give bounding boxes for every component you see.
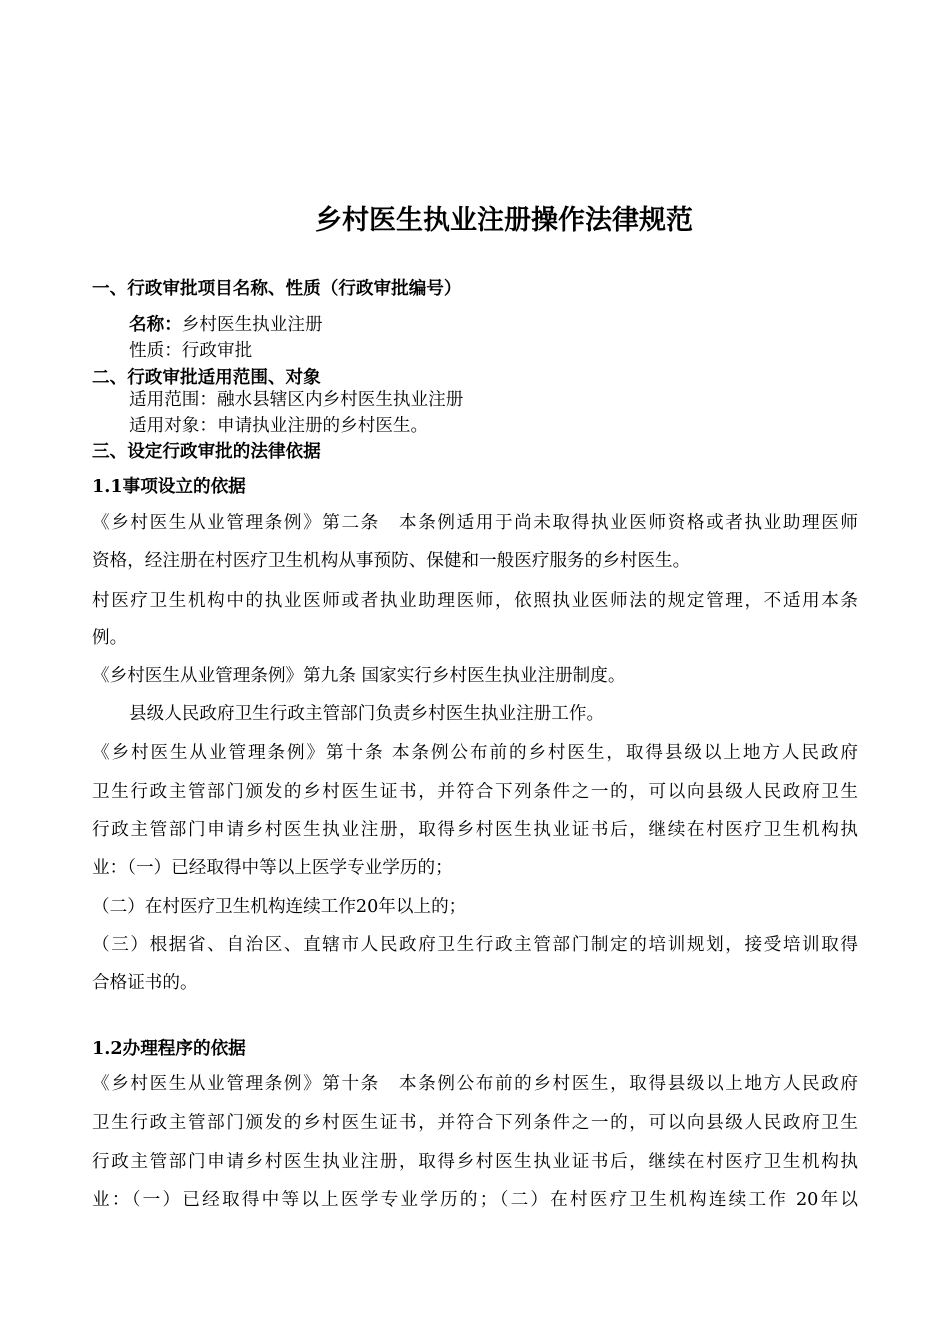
name-value: 乡村医生执业注册: [181, 315, 323, 335]
paragraph-line: 《乡村医生从业管理条例》第十条 本条例公布前的乡村医生，取得县级以上地方人民政府: [92, 743, 858, 763]
target-line: 适用对象：申请执业注册的乡村医生。: [129, 416, 429, 436]
paragraph-line: 行政主管部门申请乡村医生执业注册，取得乡村医生执业证书后，继续在村医疗卫生机构执: [92, 820, 858, 840]
paragraph-line: 卫生行政主管部门颁发的乡村医生证书，并符合下列条件之一的，可以向县级人民政府卫生: [92, 782, 858, 802]
paragraph-line: 业：（一）已经取得中等以上医学专业学历的；: [92, 858, 453, 878]
paragraph-line: 村医疗卫生机构中的执业医师或者执业助理医师，依照执业医师法的规定管理，不适用本条: [92, 591, 858, 611]
paragraph-line: 合格证书的。: [92, 973, 198, 993]
paragraph-line: 资格，经注册在村医疗卫生机构从事预防、保健和一般医疗服务的乡村医生。: [92, 551, 691, 571]
paragraph-line: 《乡村医生从业管理条例》第十条 本条例公布前的乡村医生，取得县级以上地方人民政府: [92, 1074, 858, 1094]
nature-line: 性质：行政审批: [129, 341, 253, 361]
paragraph-line: （三）根据省、自治区、直辖市人民政府卫生行政主管部门制定的培训规划，接受培训取得: [92, 935, 858, 955]
paragraph-line: （二）在村医疗卫生机构连续工作20年以上的；: [92, 897, 467, 917]
subsection-1-2-heading: 1.2办理程序的依据: [92, 1038, 246, 1059]
section-2-heading: 二、行政审批适用范围、对象: [92, 367, 321, 388]
name-line: [129, 316, 323, 335]
document-title: 乡村医生执业注册操作法律规范: [315, 205, 693, 236]
paragraph-line: 业：（一）已经取得中等以上医学专业学历的；（二）在村医疗卫生机构连续工作 20年以: [92, 1190, 858, 1210]
name-label: 名称：: [129, 314, 182, 335]
paragraph-line: 《乡村医生从业管理条例》第二条 本条例适用于尚未取得执业医师资格或者执业助理医师: [92, 513, 858, 533]
paragraph-line: 行政主管部门申请乡村医生执业注册，取得乡村医生执业证书后，继续在村医疗卫生机构执: [92, 1152, 858, 1172]
scope-line: 适用范围：融水县辖区内乡村医生执业注册: [129, 390, 464, 410]
section-1-heading: 一、行政审批项目名称、性质（行政审批编号）: [92, 278, 462, 299]
section-3-heading: 三、设定行政审批的法律依据: [92, 441, 321, 462]
paragraph-line: 《乡村医生从业管理条例》第九条 国家实行乡村医生执业注册制度。: [92, 666, 626, 686]
subsection-1-1-heading: 1.1事项设立的依据: [92, 476, 246, 497]
paragraph-line: 例。: [92, 628, 128, 648]
paragraph-line: 县级人民政府卫生行政主管部门负责乡村医生执业注册工作。: [129, 704, 605, 724]
paragraph-line: 卫生行政主管部门颁发的乡村医生证书，并符合下列条件之一的，可以向县级人民政府卫生: [92, 1113, 858, 1133]
